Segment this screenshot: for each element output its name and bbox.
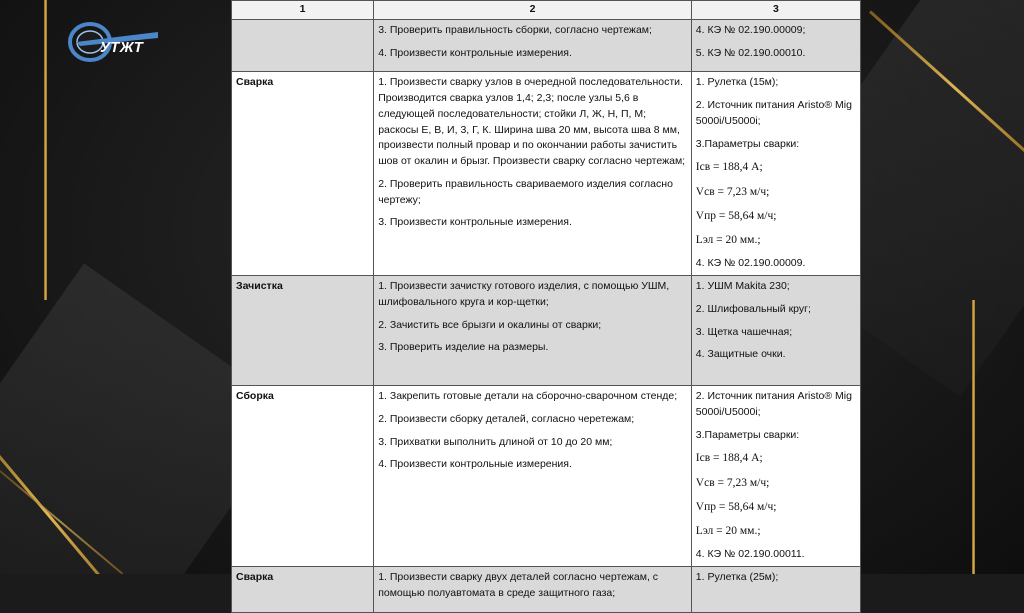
- resource-item: 1. УШМ Makita 230;: [695, 280, 790, 292]
- resource-item: 4. Защитные очки.: [695, 348, 786, 361]
- action-item: 4. Произвести контрольные измерения.: [378, 46, 572, 59]
- resource-item: Vпр = 58,64 м/ч;: [695, 500, 777, 513]
- resource-item: 4. КЭ № 02.190.00009.: [695, 257, 806, 270]
- resource-item: 3.Параметры сварки:: [695, 137, 800, 150]
- table-row: [232, 386, 861, 567]
- action-item: 1. Закрепить готовые детали на сборочно-сварочном стенде;: [378, 390, 678, 402]
- resource-item: Vсв = 7,23 м/ч;: [695, 476, 770, 489]
- action-item: 2. Зачистить все брызги и окалины от сварки;: [378, 318, 602, 331]
- actions-cell: [374, 19, 692, 72]
- table-row: [232, 276, 861, 386]
- action-item: 4. Произвести контрольные измерения.: [378, 458, 572, 471]
- resource-item: 2. Шлифовальный круг;: [695, 302, 811, 315]
- table-row: [232, 19, 861, 72]
- resource-item: 3.Параметры сварки:: [695, 428, 800, 441]
- stage-cell: Сварка: [232, 567, 374, 613]
- stage-cell: Сборка: [232, 386, 374, 567]
- resource-item: Vсв = 7,23 м/ч;: [695, 185, 770, 198]
- action-item: 2. Произвести сборку деталей, согласно черетежам;: [378, 412, 635, 425]
- resource-item: 1. Рулетка (15м);: [695, 76, 779, 89]
- table-row: [232, 72, 861, 276]
- action-item: 3. Произвести контрольные измерения.: [378, 216, 572, 229]
- resource-item: Iсв = 188,4 А;: [695, 452, 763, 465]
- resources-cell: [691, 567, 860, 613]
- actions-cell: [374, 276, 692, 386]
- logo-text: УТЖТ: [100, 39, 143, 56]
- resource-item: 4. КЭ № 02.190.00011.: [695, 548, 805, 561]
- resources-cell: [691, 72, 860, 276]
- stage-cell: Зачистка: [232, 276, 374, 386]
- action-item: 3. Проверить правильность сборки, согласно чертежам;: [378, 23, 652, 36]
- resource-item: Iсв = 188,4 А;: [695, 161, 763, 174]
- header-row: [232, 1, 861, 20]
- resources-cell: [691, 276, 860, 386]
- resource-item: 2. Источник питания Aristo® Mig 5000i/U5000i;: [695, 390, 852, 418]
- actions-cell: [374, 72, 692, 276]
- resource-item: Lэл = 20 мм.;: [695, 525, 761, 537]
- resource-item: 4. КЭ № 02.190.00009;: [695, 23, 806, 36]
- gold-stripe-right: [972, 300, 975, 574]
- action-item: 3. Прихватки выполнить длиной от 10 до 20 мм;: [378, 435, 613, 448]
- actions-cell: [374, 567, 692, 613]
- resource-item: 2. Источник питания Aristo® Mig 5000i/U5000i;: [695, 99, 852, 127]
- stage-cell: Сварка: [232, 72, 374, 276]
- action-item: 2. Проверить правильность свариваемого изделия согласно чертежу;: [378, 177, 673, 206]
- stage-cell: [232, 19, 374, 72]
- actions-cell: [374, 386, 692, 567]
- action-item: 1. Произвести сварку двух деталей согласно чертежам, с помощью полуавтомата в среде защитного газа;: [378, 571, 659, 599]
- action-item: 1. Произвести сварку узлов в очередной последовательности. Производится сварка узлов 1,4; 2,3; после узлы 5,6 в следующей последовательности; стойки Л, Ж, Н, П, М; раскосы Е, В, И, 3, Г, К. Ширина шва 20 мм, высота шва 8 мм, произвести полный провар и по окончании работы зачистить шов от окалин и брызг. Произвести сварку согласно чертежам;: [378, 76, 686, 167]
- column-header: 1: [232, 1, 374, 20]
- column-header: 2: [374, 1, 692, 20]
- resource-item: 5. КЭ № 02.190.00010.: [695, 46, 806, 59]
- table-row: [232, 567, 861, 613]
- utzht-logo: [66, 18, 162, 66]
- resource-item: Vпр = 58,64 м/ч;: [695, 209, 777, 222]
- resource-item: Lэл = 20 мм.;: [695, 234, 761, 246]
- process-table: [231, 0, 861, 613]
- column-header: 3: [691, 1, 860, 20]
- resources-cell: [691, 386, 860, 567]
- resources-cell: [691, 19, 860, 72]
- action-item: 1. Произвести зачистку готового изделия, с помощью УШМ, шлифовального круга и кор-щетки;: [378, 280, 670, 308]
- action-item: 3. Проверить изделие на размеры.: [378, 341, 549, 354]
- gold-stripe-left: [44, 0, 47, 300]
- resource-item: 1. Рулетка (25м);: [695, 571, 779, 583]
- resource-item: 3. Щетка чашечная;: [695, 325, 793, 338]
